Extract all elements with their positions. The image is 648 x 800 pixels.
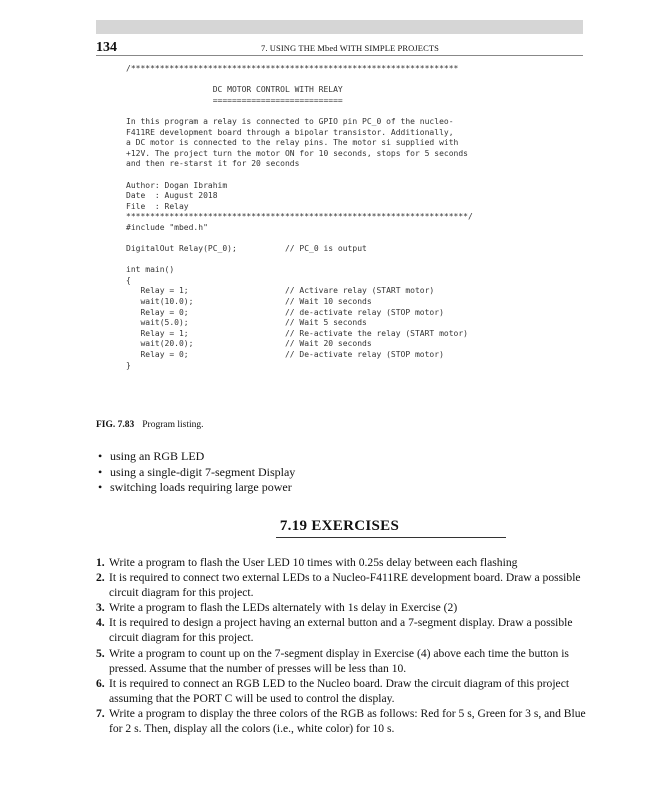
bullet-item: • switching loads requiring large power — [96, 480, 295, 496]
exercise-number: 5. — [96, 646, 105, 660]
bullet-list — [96, 449, 295, 496]
code-line: and then re-starst it for 20 seconds — [126, 159, 300, 169]
code-line: =========================== — [126, 95, 343, 105]
exercise-item — [96, 706, 588, 736]
code-line: wait(20.0); // Wait 20 seconds — [126, 339, 372, 349]
code-line: +12V. The project turn the motor ON for 10 seconds, stops for 5 seconds — [126, 148, 468, 158]
exercise-item — [96, 555, 588, 570]
chapter-title: 7. USING THE Mbed WITH SIMPLE PROJECTS — [261, 43, 439, 53]
exercise-number: 7. — [96, 706, 105, 720]
exercise-item — [96, 570, 588, 600]
exercise-number: 2. — [96, 571, 105, 585]
bullet-item: • using an RGB LED — [96, 449, 295, 465]
figure-label: FIG. 7.83 — [96, 420, 135, 430]
exercise-number: 1. — [96, 556, 105, 569]
code-line: int main() — [126, 265, 175, 275]
code-line: { — [126, 275, 131, 285]
code-line: Relay = 1; // Re-activate the relay (START motor) — [126, 328, 468, 338]
exercise-text: It is required to design a project having an external button and a 7-segment display. Draw a possible circuit diagram for this project. — [109, 616, 573, 645]
code-listing — [126, 64, 473, 371]
section-title-rule — [276, 537, 506, 538]
figure-caption — [96, 420, 204, 430]
code-line: /******************************************************************** — [126, 64, 459, 73]
top-gray-bar — [96, 20, 583, 34]
code-line: Date : August 2018 — [126, 191, 218, 201]
exercise-text: It is required to connect two external LEDs to a Nucleo-F411RE development board. Draw a possible circuit diagram for this project. — [109, 571, 581, 600]
bullet-item: • using a single-digit 7-segment Display — [96, 465, 295, 481]
code-line: wait(5.0); // Wait 5 seconds — [126, 318, 367, 328]
exercise-item — [96, 615, 588, 645]
exercise-text: Write a program to flash the LEDs alternately with 1s delay in Exercise (2) — [109, 601, 458, 615]
code-line: Relay = 0; // de-activate relay (STOP motor) — [126, 307, 444, 317]
section-title: 7.19 EXERCISES — [279, 518, 400, 534]
code-line: ***********************************************************************/ — [126, 212, 473, 222]
code-line: F411RE development board through a bipolar transistor. Additionally, — [126, 127, 454, 137]
running-header — [96, 40, 583, 56]
exercise-text: Write a program to count up on the 7-segment display in Exercise (4) above each time the button is pressed. Assume that the number of presses will be less than 10. — [109, 646, 569, 675]
page-number: 134 — [96, 40, 117, 55]
code-line: a DC motor is connected to the relay pins. The motor si supplied with — [126, 138, 459, 148]
exercise-text: Write a program to display the three colors of the RGB as follows: Red for 5 s, Green for 3 s, and Blue for 2 s. Then, display all the colors (i.e., white color) for 10 s. — [109, 706, 586, 736]
exercise-list — [96, 555, 588, 736]
code-line: DC MOTOR CONTROL WITH RELAY — [126, 85, 343, 95]
code-line: wait(10.0); // Wait 10 seconds — [126, 297, 372, 307]
exercise-number: 6. — [96, 676, 105, 690]
exercise-text: Write a program to flash the User LED 10 times with 0.25s delay between each flashing — [109, 556, 518, 569]
exercise-item — [96, 676, 588, 706]
code-line: } — [126, 360, 131, 370]
code-line: Relay = 0; // De-activate relay (STOP motor) — [126, 350, 444, 360]
exercise-item — [96, 600, 588, 615]
exercise-number: 3. — [96, 601, 105, 615]
code-line: Author: Dogan Ibrahim — [126, 180, 228, 190]
code-line: DigitalOut Relay(PC_0); // PC_0 is output — [126, 244, 367, 254]
header-rule — [96, 55, 583, 56]
exercise-item — [96, 646, 588, 676]
exercise-text: It is required to connect an RGB LED to the Nucleo board. Draw the circuit diagram of this project assuming that the PORT C will be used to control the display. — [109, 676, 570, 705]
figure-caption-text: Program listing. — [142, 420, 204, 430]
code-line: In this program a relay is connected to GPIO pin PC_0 of the nucleo- — [126, 116, 454, 126]
exercise-number: 4. — [96, 616, 105, 630]
code-line: Relay = 1; // Activare relay (START motor) — [126, 286, 435, 296]
code-line: #include "mbed.h" — [126, 222, 208, 232]
code-line: File : Relay — [126, 201, 189, 211]
